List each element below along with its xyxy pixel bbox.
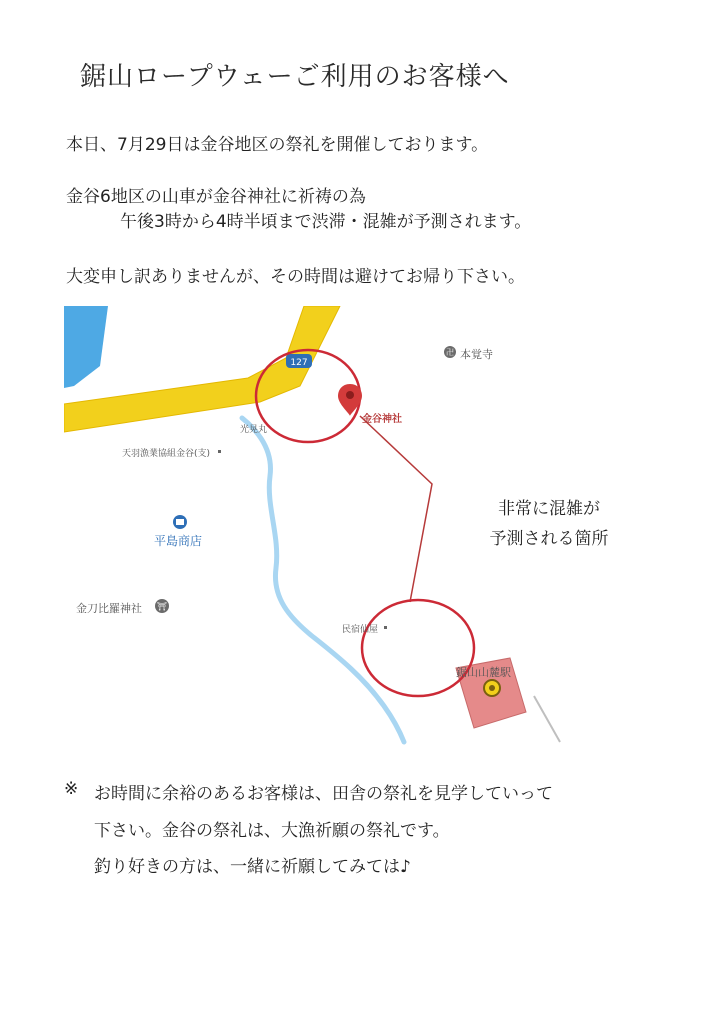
congestion-map	[64, 306, 684, 758]
railway-track	[534, 696, 560, 742]
map-label-kouzoumaru: 光晃丸	[240, 425, 268, 435]
notice-apology-line: 大変申し訳ありませんが、その時間は避けてお帰り下さい。	[66, 267, 525, 287]
map-label-store: 平島商店	[154, 534, 203, 548]
map-label-fishery: 天羽漁業協組金谷(支)	[122, 449, 211, 459]
note-mark: ※	[64, 779, 79, 799]
river	[242, 418, 404, 742]
map-label-station: 鋸山山麓駅	[456, 666, 511, 679]
notice-congestion-line: 午後3時から4時半頃まで渋滞・混雑が予測されます。	[120, 212, 532, 232]
minshuku-marker	[384, 626, 387, 629]
svg-text:卍: 卍	[446, 348, 454, 357]
callout-line-1: 非常に混雑が	[498, 499, 600, 519]
svg-text:127: 127	[290, 358, 308, 368]
map-label-temple: 本覚寺	[460, 348, 493, 361]
temple-icon	[444, 346, 456, 358]
store-icon	[173, 515, 187, 529]
notice-float-line: 金谷6地区の山車が金谷神社に祈祷の為	[66, 187, 366, 207]
note-line-2: 下さい。金谷の祭礼は、大漁祈願の祭礼です。	[94, 821, 450, 841]
note-line-1: お時間に余裕のあるお客様は、田舎の祭礼を見学していって	[94, 784, 553, 804]
hira-shrine-icon	[155, 599, 169, 613]
map-label-shrine: 金谷神社	[362, 414, 402, 425]
congestion-circle-station	[362, 600, 474, 696]
map-label-minshuku: 民宿仙屋	[342, 625, 379, 635]
notice-date-line: 本日、7月29日は金谷地区の祭礼を開催しております。	[66, 135, 489, 155]
sea-area	[64, 306, 108, 388]
congestion-callout	[459, 494, 639, 554]
svg-text:⛩: ⛩	[156, 602, 168, 611]
note-line-3: 釣り好きの方は、一緒に祈願してみては♪	[94, 857, 411, 877]
map-label-hira-shrine: 金刀比羅神社	[76, 602, 142, 615]
callout-connector-line	[360, 416, 432, 602]
callout-line-2: 予測される箇所	[489, 529, 609, 549]
page-title: 鋸山ロープウェーご利用のお客様へ	[80, 62, 510, 92]
fishery-marker	[218, 450, 221, 453]
route-127-shield	[286, 354, 312, 368]
